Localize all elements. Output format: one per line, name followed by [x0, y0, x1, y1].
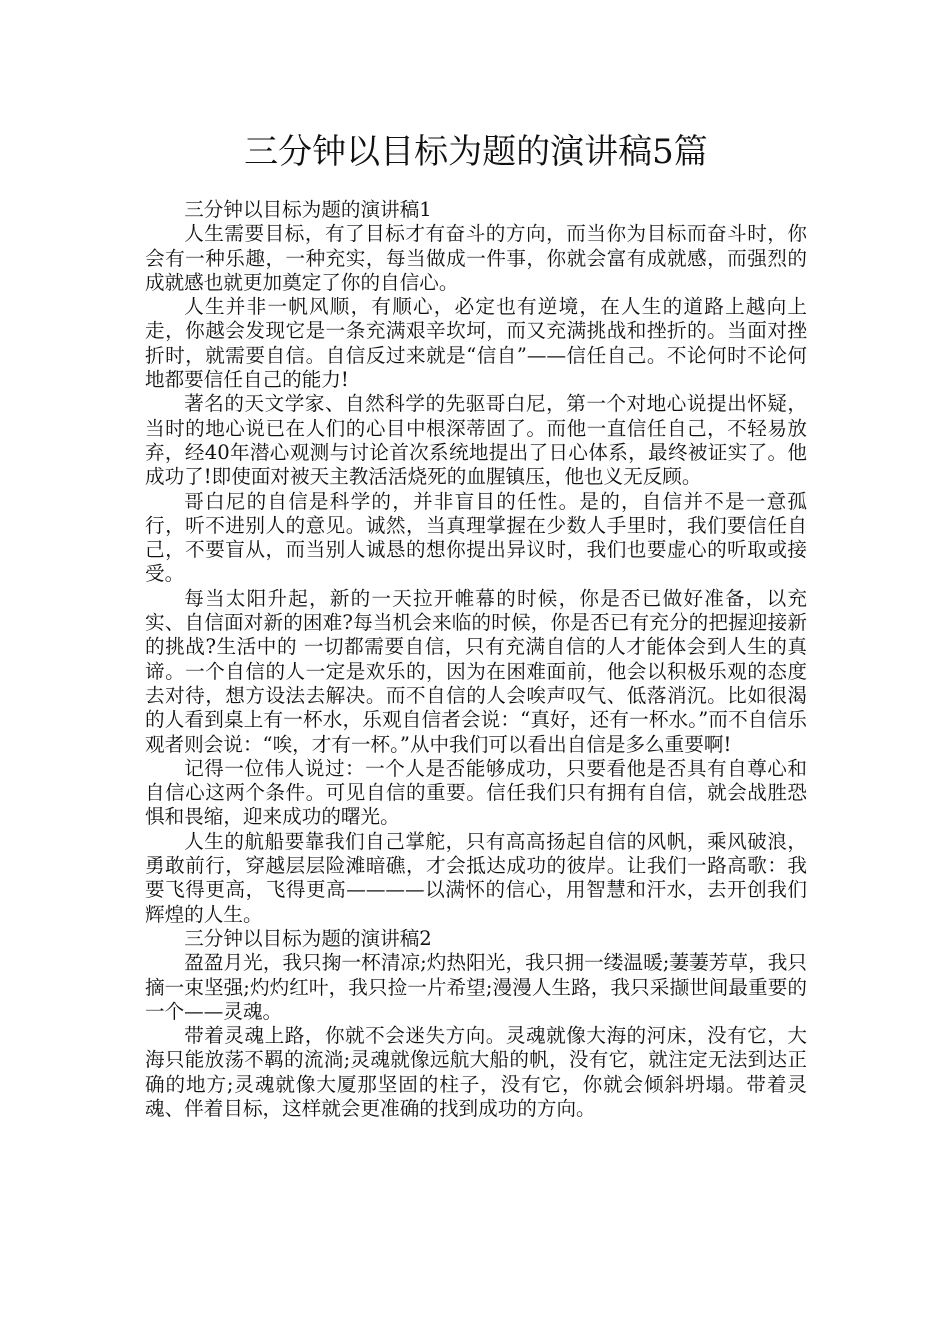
- paragraph: 哥白尼的自信是科学的，并非盲目的任性。是的，自信并不是一意孤行，听不进别人的意见。诚然，当真理掌握在少数人手里时，我们要信任自己，不要盲从，而当别人诚恳的想你提出异议时，我们也要虚心的听取或接受。: [145, 489, 807, 586]
- section-heading-1: 三分钟以目标为题的演讲稿1: [184, 198, 432, 221]
- document-body: [145, 198, 807, 1121]
- document-title: 三分钟以目标为题的演讲稿5篇: [244, 132, 708, 172]
- paragraph: 人生需要目标，有了目标才有奋斗的方向，而当你为目标而奋斗时，你会有一种乐趣，一种充实，每当做成一件事，你就会富有成就感，而强烈的成就感也就更加奠定了你的自信心。: [145, 222, 807, 294]
- paragraph: 人生并非一帆风顺，有顺心，必定也有逆境，在人生的道路上越向上走，你越会发现它是一条充满艰辛坎坷，而又充满挑战和挫折的。当面对挫折时，就需要自信。自信反过来就是“信自”——信任自己。不论何时不论何地都要信任自己的能力!: [145, 295, 807, 392]
- paragraph: 记得一位伟人说过：一个人是否能够成功，只要看他是否具有自尊心和自信心这两个条件。可见自信的重要。信任我们只有拥有自信，就会战胜恐惧和畏缩，迎来成功的曙光。: [145, 756, 807, 829]
- paragraph: 每当太阳升起，新的一天拉开帷幕的时候，你是否已做好准备，以充实、自信面对新的困难?每当机会来临的时候，你是否已有充分的把握迎接新的挑战?生活中的 一切都需要自信，只有充满自信的人才能体会到人生的真谛。一个自信的人一定是欢乐的，因为在困难面前，他会以积极乐观的态度去对待，想方设法去解决。而不自信的人会唉声叹气、低落消沉。比如很渴的人看到桌上有一杯水，乐观自信者会说：“真好，还有一杯水。”而不自信乐观者则会说：“唉，才有一杯。”从中我们可以看出自信是多么重要啊!: [145, 586, 807, 756]
- paragraph: 人生的航船要靠我们自己掌舵，只有高高扬起自信的风帆，乘风破浪，勇敢前行，穿越层层险滩暗礁，才会抵达成功的彼岸。让我们一路高歌：我要飞得更高，飞得更高————以满怀的信心，用智慧和汗水，去开创我们辉煌的人生。: [145, 829, 807, 926]
- paragraph: 盈盈月光，我只掬一杯清凉;灼热阳光，我只拥一缕温暖;萋萋芳草，我只摘一束坚强;灼灼红叶，我只捡一片希望;漫漫人生路，我只采撷世间最重要的一个——灵魂。: [145, 951, 807, 1023]
- document-page: [145, 0, 807, 1121]
- paragraph: 著名的天文学家、自然科学的先驱哥白尼，第一个对地心说提出怀疑，当时的地心说已在人们的心目中根深蒂固了。而他一直信任自己，不轻易放弃，经40年潜心观测与讨论首次系统地提出了日心体系，最终被证实了。他成功了!即使面对被天主教活活烧死的血腥镇压，他也义无反顾。: [145, 392, 807, 489]
- paragraph: 带着灵魂上路，你就不会迷失方向。灵魂就像大海的河床，没有它，大海只能放荡不羁的流淌;灵魂就像远航大船的帆，没有它，就注定无法到达正确的地方;灵魂就像大厦那坚固的柱子，没有它，你就会倾斜坍塌。带着灵魂、伴着目标，这样就会更准确的找到成功的方向。: [145, 1024, 807, 1120]
- section-heading-2: 三分钟以目标为题的演讲稿2: [184, 926, 432, 950]
